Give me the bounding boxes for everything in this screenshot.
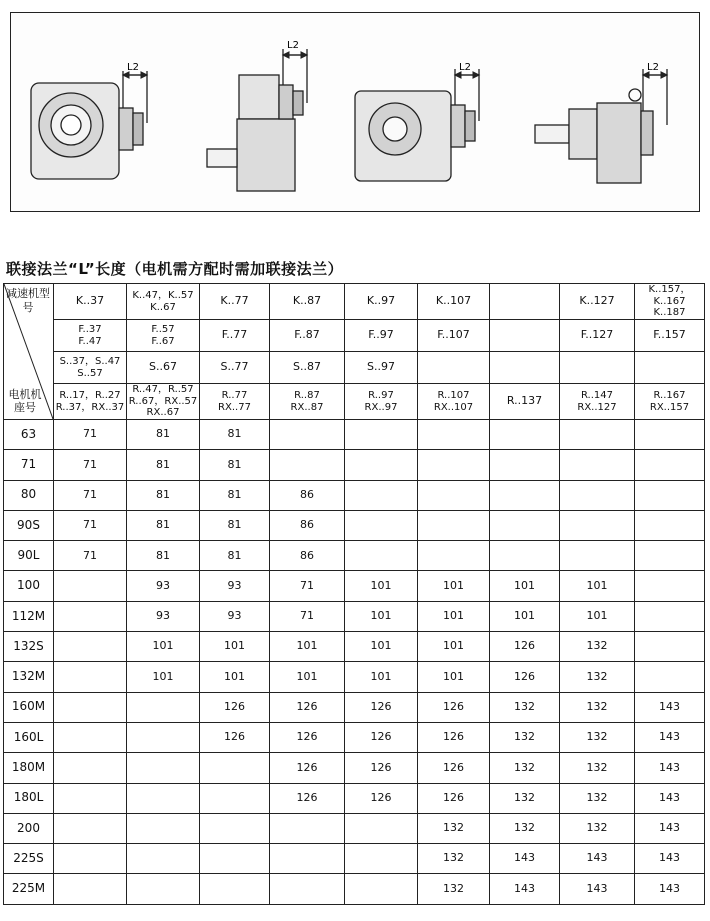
motor-frame-cell: 160L xyxy=(4,722,54,752)
length-value-cell: 81 xyxy=(200,420,270,450)
length-value-cell: 126 xyxy=(200,722,270,752)
length-value-cell xyxy=(270,450,345,480)
length-value-cell: 143 xyxy=(635,753,705,783)
table-row xyxy=(4,571,705,601)
model-cell xyxy=(200,320,270,352)
length-value-cell: 101 xyxy=(418,632,490,662)
table-header xyxy=(4,284,705,420)
length-value-cell: 101 xyxy=(490,571,560,601)
length-value-cell xyxy=(54,813,127,843)
model-name: K..107 xyxy=(435,294,472,308)
length-value-cell: 71 xyxy=(54,420,127,450)
length-value-cell: 71 xyxy=(54,510,127,540)
length-value-cell: 101 xyxy=(200,662,270,692)
model-name: S..37，S..47 xyxy=(59,356,121,367)
length-value-cell: 132 xyxy=(418,874,490,904)
length-value-cell: 101 xyxy=(127,662,200,692)
model-name: K..127 xyxy=(579,294,615,308)
length-value-cell: 126 xyxy=(490,632,560,662)
table-row xyxy=(4,662,705,692)
length-value-cell: 132 xyxy=(560,753,635,783)
corner-cell xyxy=(4,284,54,420)
length-value-cell: 126 xyxy=(490,662,560,692)
model-cell xyxy=(560,352,635,384)
model-name: K..87 xyxy=(292,294,322,308)
length-value-cell xyxy=(200,813,270,843)
model-name: RX..157 xyxy=(649,401,690,413)
motor-frame-cell: 112M xyxy=(4,601,54,631)
length-value-cell xyxy=(54,601,127,631)
model-name: S..67 xyxy=(149,360,177,374)
length-value-cell: 143 xyxy=(560,874,635,904)
model-name: R..137 xyxy=(506,394,543,408)
motor-frame-cell: 63 xyxy=(4,420,54,450)
length-value-cell xyxy=(200,844,270,874)
s-l2-label: L2 xyxy=(459,62,471,73)
length-value-cell xyxy=(54,632,127,662)
length-value-cell xyxy=(635,450,705,480)
table-row xyxy=(4,874,705,904)
model-name: S..77 xyxy=(220,360,249,374)
table-row xyxy=(4,480,705,510)
length-value-cell xyxy=(560,450,635,480)
length-value-cell: 101 xyxy=(270,632,345,662)
length-value-cell: 81 xyxy=(200,480,270,510)
model-name: R..77 xyxy=(221,390,248,401)
length-value-cell xyxy=(345,874,418,904)
length-value-cell xyxy=(345,844,418,874)
table-row xyxy=(4,813,705,843)
length-value-cell xyxy=(635,420,705,450)
length-value-cell xyxy=(270,813,345,843)
length-value-cell xyxy=(270,420,345,450)
length-value-cell xyxy=(560,420,635,450)
length-value-cell: 132 xyxy=(560,722,635,752)
motor-frame-cell: 71 xyxy=(4,450,54,480)
length-value-cell xyxy=(560,510,635,540)
length-value-cell: 71 xyxy=(54,450,127,480)
model-cell xyxy=(418,320,490,352)
model-name: S..87 xyxy=(293,360,321,374)
length-value-cell: 126 xyxy=(270,722,345,752)
model-name: K..67 xyxy=(150,301,176,313)
length-value-cell: 71 xyxy=(54,480,127,510)
motor-frame-cell: 100 xyxy=(4,571,54,601)
length-value-cell xyxy=(127,783,200,813)
motor-frame-cell: 180L xyxy=(4,783,54,813)
length-value-cell xyxy=(418,541,490,571)
length-value-cell xyxy=(490,480,560,510)
length-value-cell xyxy=(127,722,200,752)
model-cell xyxy=(200,352,270,384)
length-value-cell: 132 xyxy=(418,844,490,874)
length-value-cell: 132 xyxy=(490,813,560,843)
length-value-cell: 132 xyxy=(560,783,635,813)
length-value-cell: 132 xyxy=(560,662,635,692)
length-value-cell: 126 xyxy=(345,722,418,752)
length-value-cell: 143 xyxy=(560,844,635,874)
length-value-cell xyxy=(127,844,200,874)
model-cell xyxy=(345,284,418,320)
length-value-cell xyxy=(418,510,490,540)
model-name: RX..127 xyxy=(577,401,617,413)
length-value-cell: 101 xyxy=(560,601,635,631)
length-value-cell: 132 xyxy=(560,692,635,722)
model-cell xyxy=(54,384,127,420)
motor-frame-cell: 90L xyxy=(4,541,54,571)
length-value-cell xyxy=(560,541,635,571)
model-name: R..47，R..57 xyxy=(132,384,194,396)
length-value-cell: 126 xyxy=(345,753,418,783)
length-value-cell xyxy=(490,420,560,450)
length-value-cell xyxy=(345,541,418,571)
flange-length-table xyxy=(3,283,705,905)
table-row xyxy=(4,844,705,874)
length-value-cell: 86 xyxy=(270,510,345,540)
motor-frame-cell: 200 xyxy=(4,813,54,843)
length-value-cell xyxy=(270,874,345,904)
motor-frame-cell: 180M xyxy=(4,753,54,783)
model-cell xyxy=(490,284,560,320)
length-value-cell: 86 xyxy=(270,480,345,510)
length-value-cell xyxy=(418,480,490,510)
model-name: R..37，RX..37 xyxy=(55,401,125,413)
length-value-cell xyxy=(418,450,490,480)
model-cell xyxy=(54,284,127,320)
table-row xyxy=(4,601,705,631)
gear-unit-drawings-svg xyxy=(11,13,699,211)
length-value-cell: 143 xyxy=(635,874,705,904)
length-value-cell: 71 xyxy=(54,541,127,571)
table-row xyxy=(4,420,705,450)
length-value-cell xyxy=(490,450,560,480)
length-value-cell xyxy=(635,571,705,601)
length-value-cell: 126 xyxy=(345,692,418,722)
model-cell xyxy=(418,384,490,420)
length-value-cell: 126 xyxy=(418,783,490,813)
model-name: K..77 xyxy=(220,294,249,308)
table-row xyxy=(4,783,705,813)
length-value-cell: 143 xyxy=(635,783,705,813)
length-value-cell: 143 xyxy=(490,844,560,874)
model-cell xyxy=(200,284,270,320)
length-value-cell: 101 xyxy=(418,571,490,601)
model-cell xyxy=(270,352,345,384)
model-name: F..77 xyxy=(221,328,248,342)
length-value-cell xyxy=(635,601,705,631)
header-row-k xyxy=(4,284,705,320)
model-cell xyxy=(418,284,490,320)
length-value-cell: 101 xyxy=(418,601,490,631)
length-value-cell: 126 xyxy=(418,722,490,752)
model-name: RX..77 xyxy=(218,401,251,413)
k-series-drawing xyxy=(31,71,147,179)
length-value-cell xyxy=(54,874,127,904)
length-value-cell: 101 xyxy=(345,632,418,662)
model-name: F..97 xyxy=(368,328,394,342)
length-value-cell: 101 xyxy=(345,662,418,692)
model-name: K..157，K..167 xyxy=(648,284,691,307)
length-value-cell xyxy=(54,722,127,752)
length-value-cell: 81 xyxy=(127,541,200,571)
model-cell xyxy=(418,352,490,384)
header-row-f xyxy=(4,320,705,352)
model-cell xyxy=(635,352,705,384)
header-row-s xyxy=(4,352,705,384)
length-value-cell xyxy=(635,662,705,692)
f-series-drawing xyxy=(207,49,307,191)
length-value-cell: 126 xyxy=(270,783,345,813)
length-value-cell: 81 xyxy=(127,450,200,480)
model-cell xyxy=(560,284,635,320)
model-cell xyxy=(127,352,200,384)
length-value-cell: 126 xyxy=(270,753,345,783)
length-value-cell: 132 xyxy=(490,783,560,813)
r-l2-label: L2 xyxy=(647,62,659,73)
gear-unit-drawings xyxy=(10,12,700,212)
model-name: R..147 xyxy=(580,390,614,401)
length-value-cell xyxy=(345,420,418,450)
table-row xyxy=(4,632,705,662)
length-value-cell: 101 xyxy=(490,601,560,631)
model-cell xyxy=(270,384,345,420)
motor-frame-cell: 90S xyxy=(4,510,54,540)
model-cell xyxy=(635,320,705,352)
model-name: RX..107 xyxy=(433,401,474,413)
table-row xyxy=(4,450,705,480)
length-value-cell: 93 xyxy=(127,601,200,631)
model-cell xyxy=(345,320,418,352)
length-value-cell: 93 xyxy=(200,601,270,631)
motor-frame-cell: 80 xyxy=(4,480,54,510)
length-value-cell: 71 xyxy=(270,571,345,601)
length-value-cell xyxy=(490,541,560,571)
length-value-cell: 86 xyxy=(270,541,345,571)
length-value-cell: 81 xyxy=(200,510,270,540)
length-value-cell xyxy=(270,844,345,874)
model-name: F..47 xyxy=(78,335,102,347)
model-name: F..67 xyxy=(151,335,175,347)
length-value-cell: 71 xyxy=(270,601,345,631)
length-value-cell xyxy=(490,510,560,540)
length-value-cell: 143 xyxy=(635,722,705,752)
length-value-cell: 132 xyxy=(490,753,560,783)
motor-frame-label: 电机机座号 xyxy=(8,387,42,415)
model-name: S..57 xyxy=(77,367,103,379)
model-name: K..47，K..57 xyxy=(132,290,194,301)
table-body xyxy=(4,420,705,905)
length-value-cell: 93 xyxy=(127,571,200,601)
length-value-cell: 126 xyxy=(418,692,490,722)
length-value-cell xyxy=(200,753,270,783)
length-value-cell: 143 xyxy=(635,692,705,722)
length-value-cell: 101 xyxy=(270,662,345,692)
model-cell xyxy=(490,384,560,420)
model-name: RX..87 xyxy=(290,401,324,413)
r-series-drawing xyxy=(535,69,667,183)
model-name: K..37 xyxy=(75,294,105,308)
length-value-cell: 126 xyxy=(200,692,270,722)
motor-frame-cell: 225S xyxy=(4,844,54,874)
length-value-cell xyxy=(127,874,200,904)
length-value-cell xyxy=(635,632,705,662)
length-value-cell: 101 xyxy=(418,662,490,692)
k-l2-label: L2 xyxy=(127,62,139,73)
table-row xyxy=(4,510,705,540)
model-cell xyxy=(635,284,705,320)
length-value-cell: 101 xyxy=(560,571,635,601)
length-value-cell xyxy=(345,813,418,843)
length-value-cell xyxy=(54,571,127,601)
model-cell xyxy=(560,384,635,420)
length-value-cell: 101 xyxy=(127,632,200,662)
model-cell xyxy=(127,384,200,420)
length-value-cell xyxy=(200,783,270,813)
model-cell xyxy=(127,284,200,320)
reducer-model-label: 减速机型号 xyxy=(6,287,50,314)
length-value-cell xyxy=(127,692,200,722)
model-name: F..107 xyxy=(437,328,470,342)
model-name: S..97 xyxy=(367,360,395,374)
length-value-cell: 132 xyxy=(560,632,635,662)
model-cell xyxy=(490,320,560,352)
length-value-cell xyxy=(560,480,635,510)
model-name: F..127 xyxy=(580,328,614,342)
length-value-cell: 132 xyxy=(418,813,490,843)
model-cell xyxy=(560,320,635,352)
model-cell xyxy=(270,320,345,352)
model-name: R..17，R..27 xyxy=(59,390,121,401)
length-value-cell: 143 xyxy=(490,874,560,904)
model-cell xyxy=(345,384,418,420)
model-cell xyxy=(127,320,200,352)
model-name: R..67，RX..57 xyxy=(128,395,198,407)
length-value-cell xyxy=(54,662,127,692)
table-row xyxy=(4,753,705,783)
motor-frame-cell: 160M xyxy=(4,692,54,722)
length-value-cell xyxy=(635,510,705,540)
motor-frame-cell: 132S xyxy=(4,632,54,662)
model-name: K..187 xyxy=(653,307,686,319)
model-cell xyxy=(635,384,705,420)
model-name: F..157 xyxy=(653,328,686,342)
table-row xyxy=(4,541,705,571)
model-cell xyxy=(345,352,418,384)
model-cell xyxy=(490,352,560,384)
model-name: F..87 xyxy=(294,328,320,342)
model-name: RX..67 xyxy=(146,407,180,419)
table-row xyxy=(4,692,705,722)
length-value-cell xyxy=(418,420,490,450)
model-cell xyxy=(270,284,345,320)
length-value-cell xyxy=(345,450,418,480)
length-value-cell: 126 xyxy=(418,753,490,783)
model-name: R..87 xyxy=(294,390,320,401)
length-value-cell: 143 xyxy=(635,844,705,874)
model-cell xyxy=(200,384,270,420)
length-value-cell: 93 xyxy=(200,571,270,601)
length-value-cell: 101 xyxy=(345,601,418,631)
motor-frame-cell: 132M xyxy=(4,662,54,692)
header-row-r xyxy=(4,384,705,420)
model-cell xyxy=(54,352,127,384)
model-name: R..97 xyxy=(368,390,394,401)
length-value-cell xyxy=(635,480,705,510)
length-value-cell: 132 xyxy=(490,692,560,722)
length-value-cell: 132 xyxy=(560,813,635,843)
length-value-cell: 101 xyxy=(345,571,418,601)
length-value-cell: 143 xyxy=(635,813,705,843)
length-value-cell: 81 xyxy=(200,450,270,480)
model-name: F..57 xyxy=(151,324,175,335)
length-value-cell xyxy=(54,692,127,722)
length-value-cell xyxy=(345,510,418,540)
model-name: K..97 xyxy=(366,294,396,308)
length-value-cell xyxy=(635,541,705,571)
s-series-drawing xyxy=(355,69,479,181)
motor-frame-cell: 225M xyxy=(4,874,54,904)
length-value-cell: 126 xyxy=(345,783,418,813)
table-row xyxy=(4,722,705,752)
length-value-cell: 81 xyxy=(127,480,200,510)
length-value-cell: 126 xyxy=(270,692,345,722)
model-name: RX..97 xyxy=(364,401,398,413)
f-l2-label: L2 xyxy=(287,40,299,51)
model-name: R..167 xyxy=(653,390,686,401)
length-value-cell xyxy=(345,480,418,510)
length-value-cell: 132 xyxy=(490,722,560,752)
model-cell xyxy=(54,320,127,352)
length-value-cell xyxy=(54,753,127,783)
length-value-cell xyxy=(127,813,200,843)
length-value-cell xyxy=(200,874,270,904)
length-value-cell: 81 xyxy=(127,510,200,540)
length-value-cell xyxy=(54,844,127,874)
length-value-cell xyxy=(127,753,200,783)
length-value-cell: 81 xyxy=(127,420,200,450)
model-name: F..37 xyxy=(78,324,102,335)
model-name: R..107 xyxy=(437,390,470,401)
length-value-cell: 81 xyxy=(200,541,270,571)
length-value-cell: 101 xyxy=(200,632,270,662)
page-title: 联接法兰“L”长度（电机需方配时需加联接法兰） xyxy=(6,260,344,278)
length-value-cell xyxy=(54,783,127,813)
